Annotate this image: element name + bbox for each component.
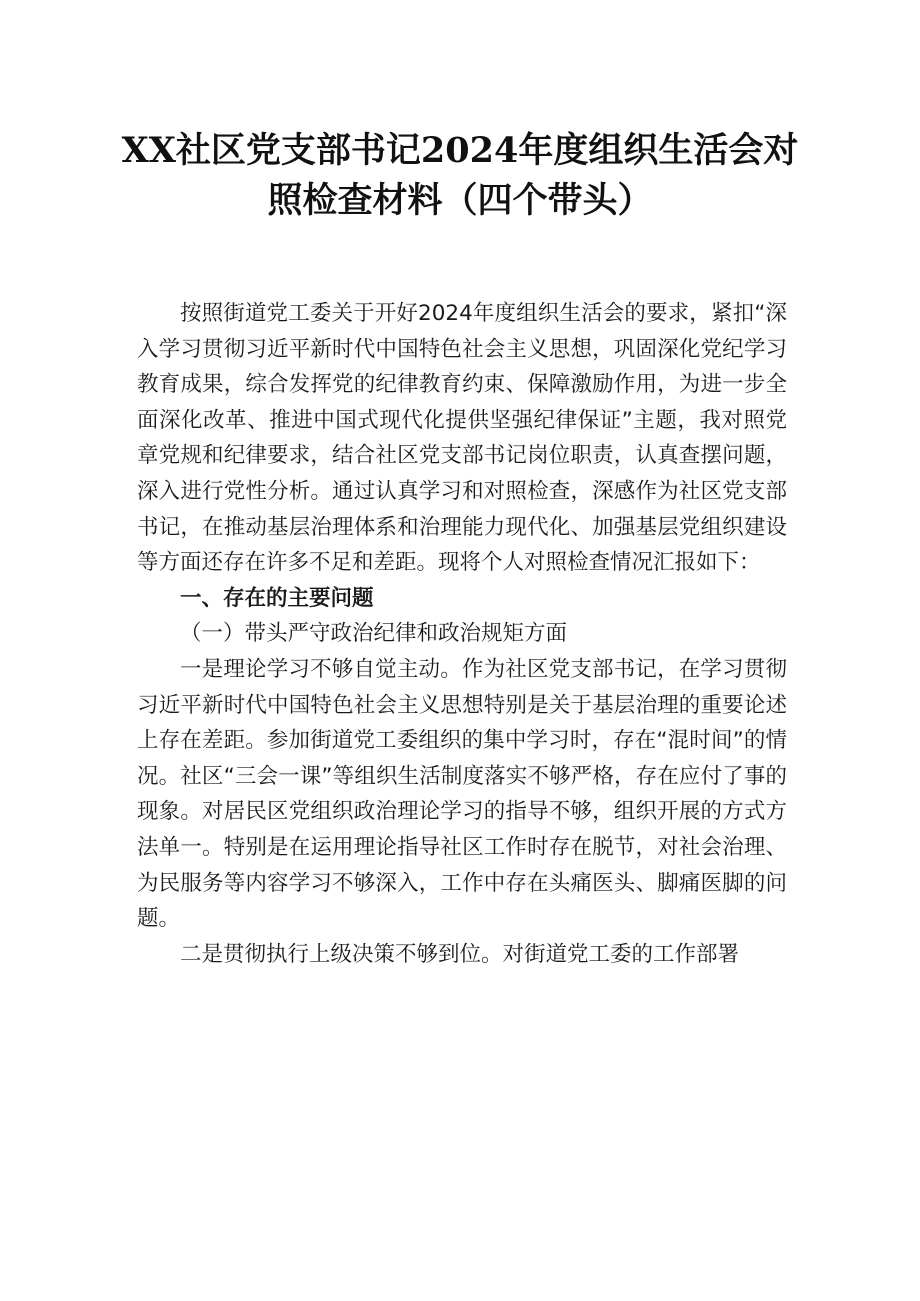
point-one-paragraph: 一是理论学习不够自觉主动。作为社区党支部书记，在学习贯彻习近平新时代中国特色社会主义思想特别是关于基层治理的重要论述上存在差距。参加街道党工委组织的集中学习时，存在“混时间”的情况。社区“三会一课”等组织生活制度落实不够严格，存在应付了事的现象。对居民区党组织政治理论学习的指导不够，组织开展的方式方法单一。特别是在运用理论指导社区工作时存在脱节，对社会治理、为民服务等内容学习不够深入，工作中存在头痛医头、脚痛医脚的问题。 [137, 656, 787, 932]
point-two-paragraph: 二是贯彻执行上级决策不够到位。对街道党工委的工作部署 [180, 941, 740, 967]
intro-paragraph: 按照街道党工委关于开好2024年度组织生活会的要求，紧扣“深入学习贯彻习近平新时代中国特色社会主义思想，巩固深化党纪学习教育成果，综合发挥党的纪律教育约束、保障激励作用，为进一步全面深化改革、推进中国式现代化提供坚强纪律保证”主题，我对照党章党规和纪律要求，结合社区党支部书记岗位职责，认真查摆问题，深入进行党性分析。通过认真学习和对照检查，深感作为社区党支部书记，在推动基层治理体系和治理能力现代化、加强基层党组织建设等方面还存在许多不足和差距。现将个人对照检查情况汇报如下： [137, 301, 787, 576]
document-body [137, 296, 787, 972]
title-line-1: XX社区党支部书记2024年度组织生活会对 [121, 130, 799, 171]
section-heading-problems: 一、存在的主要问题 [180, 585, 374, 611]
title-line-2: 照检查材料（四个带头） [267, 180, 653, 221]
subsection-heading-political-discipline: （一）带头严守政治纪律和政治规矩方面 [180, 621, 568, 647]
document-title [0, 126, 920, 226]
